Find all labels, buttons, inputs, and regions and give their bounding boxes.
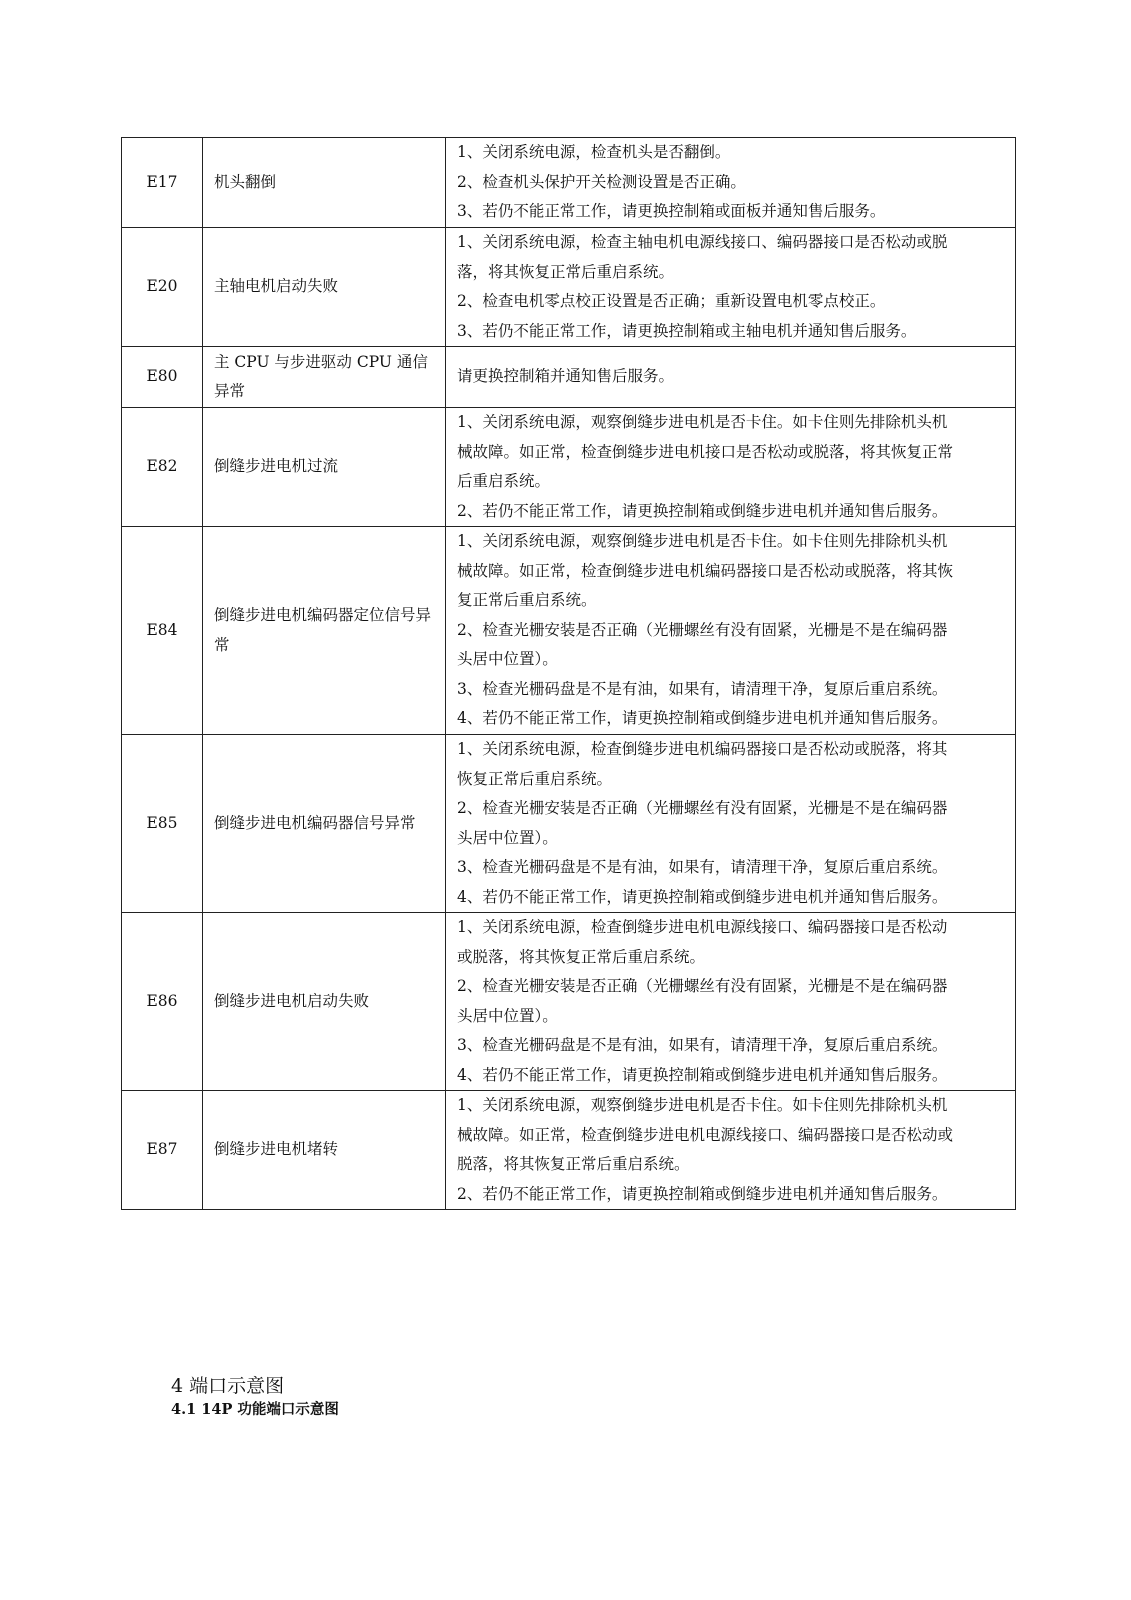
- table-row: [122, 1091, 1016, 1210]
- solution-step: 4、若仍不能正常工作，请更换控制箱或倒缝步进电机并通知售后服务。: [457, 887, 948, 906]
- error-solution: [446, 1091, 1016, 1210]
- solution-step: 请更换控制箱并通知售后服务。: [457, 367, 675, 386]
- solution-step: 1、关闭系统电源，检查主轴电机电源线接口、编码器接口是否松动或脱: [457, 233, 948, 251]
- solution-step: 2、检查光栅安装是否正确（光栅螺丝有没有固紧，光栅是不是在编码器: [457, 620, 948, 639]
- error-solution: [446, 408, 1016, 527]
- error-code-table: [121, 137, 1016, 1210]
- subsection-heading: 4.1 14P 功能端口示意图: [171, 1401, 339, 1418]
- error-code: E80: [122, 347, 203, 408]
- error-code: E17: [122, 138, 203, 228]
- table-row: [122, 228, 1016, 347]
- error-description: 主轴电机启动失败: [203, 228, 446, 347]
- solution-step: 1、关闭系统电源，观察倒缝步进电机是否卡住。如卡住则先排除机头机: [457, 532, 948, 551]
- error-description: 倒缝步进电机启动失败: [203, 913, 446, 1091]
- solution-step: 械故障。如正常，检查倒缝步进电机电源线接口、编码器接口是否松动或: [457, 1125, 954, 1144]
- solution-step: 1、关闭系统电源，观察倒缝步进电机是否卡住。如卡住则先排除机头机: [457, 413, 948, 431]
- solution-step: 1、关闭系统电源，检查倒缝步进电机编码器接口是否松动或脱落，将其: [457, 740, 948, 758]
- error-description: 倒缝步进电机过流: [203, 408, 446, 527]
- solution-step: 3、检查光栅码盘是不是有油，如果有，请清理干净，复原后重启系统。: [457, 679, 948, 698]
- solution-step: 1、关闭系统电源，观察倒缝步进电机是否卡住。如卡住则先排除机头机: [457, 1096, 948, 1114]
- solution-step: 2、检查机头保护开关检测设置是否正确。: [457, 172, 746, 191]
- solution-step: 2、若仍不能正常工作，请更换控制箱或倒缝步进电机并通知售后服务。: [457, 501, 948, 520]
- table-row: [122, 408, 1016, 527]
- error-description: 机头翻倒: [203, 138, 446, 228]
- solution-step: 复正常后重启系统。: [457, 591, 597, 610]
- error-code: E85: [122, 735, 203, 913]
- table-row: [122, 735, 1016, 913]
- solution-step: 头居中位置）。: [457, 650, 558, 669]
- table-row: [122, 347, 1016, 408]
- table-row: [122, 527, 1016, 735]
- error-code: E86: [122, 913, 203, 1091]
- solution-step: 恢复正常后重启系统。: [457, 769, 613, 788]
- error-solution: [446, 138, 1016, 228]
- solution-step: 落，将其恢复正常后重启系统。: [457, 262, 675, 281]
- error-description: 倒缝步进电机编码器定位信号异常: [203, 527, 446, 735]
- table-row: [122, 138, 1016, 228]
- table-row: [122, 913, 1016, 1091]
- solution-step: 头居中位置）。: [457, 1006, 558, 1025]
- solution-step: 1、关闭系统电源，检查机头是否翻倒。: [457, 143, 731, 162]
- error-description: 主 CPU 与步进驱动 CPU 通信异常: [203, 347, 446, 408]
- solution-step: 脱落，将其恢复正常后重启系统。: [457, 1155, 690, 1173]
- section-heading: 4 端口示意图: [171, 1375, 285, 1397]
- solution-step: 2、检查电机零点校正设置是否正确；重新设置电机零点校正。: [457, 292, 886, 310]
- error-solution: [446, 913, 1016, 1091]
- error-solution: [446, 735, 1016, 913]
- solution-step: 4、若仍不能正常工作，请更换控制箱或倒缝步进电机并通知售后服务。: [457, 1065, 948, 1084]
- error-description: 倒缝步进电机编码器信号异常: [203, 735, 446, 913]
- solution-step: 2、检查光栅安装是否正确（光栅螺丝有没有固紧，光栅是不是在编码器: [457, 977, 948, 995]
- error-solution: [446, 228, 1016, 347]
- solution-step: 3、若仍不能正常工作，请更换控制箱或面板并通知售后服务。: [457, 202, 886, 221]
- solution-step: 1、关闭系统电源，检查倒缝步进电机电源线接口、编码器接口是否松动: [457, 918, 948, 936]
- solution-step: 后重启系统。: [457, 472, 551, 490]
- solution-step: 头居中位置）。: [457, 828, 558, 847]
- solution-step: 3、检查光栅码盘是不是有油，如果有，请清理干净，复原后重启系统。: [457, 858, 948, 876]
- error-description: 倒缝步进电机堵转: [203, 1091, 446, 1210]
- error-code: E84: [122, 527, 203, 735]
- solution-step: 械故障。如正常，检查倒缝步进电机接口是否松动或脱落，将其恢复正常: [457, 442, 954, 461]
- solution-step: 2、若仍不能正常工作，请更换控制箱或倒缝步进电机并通知售后服务。: [457, 1184, 948, 1203]
- solution-step: 3、检查光栅码盘是不是有油，如果有，请清理干净，复原后重启系统。: [457, 1036, 948, 1054]
- solution-step: 4、若仍不能正常工作，请更换控制箱或倒缝步进电机并通知售后服务。: [457, 709, 948, 728]
- error-rows: [122, 138, 1016, 1210]
- error-solution: [446, 527, 1016, 735]
- error-code: E87: [122, 1091, 203, 1210]
- error-solution: [446, 347, 1016, 408]
- solution-step: 2、检查光栅安装是否正确（光栅螺丝有没有固紧，光栅是不是在编码器: [457, 799, 948, 817]
- solution-step: 3、若仍不能正常工作，请更换控制箱或主轴电机并通知售后服务。: [457, 321, 917, 340]
- solution-step: 械故障。如正常，检查倒缝步进电机编码器接口是否松动或脱落，将其恢: [457, 561, 954, 580]
- error-code: E20: [122, 228, 203, 347]
- solution-step: 或脱落，将其恢复正常后重启系统。: [457, 947, 706, 966]
- error-code: E82: [122, 408, 203, 527]
